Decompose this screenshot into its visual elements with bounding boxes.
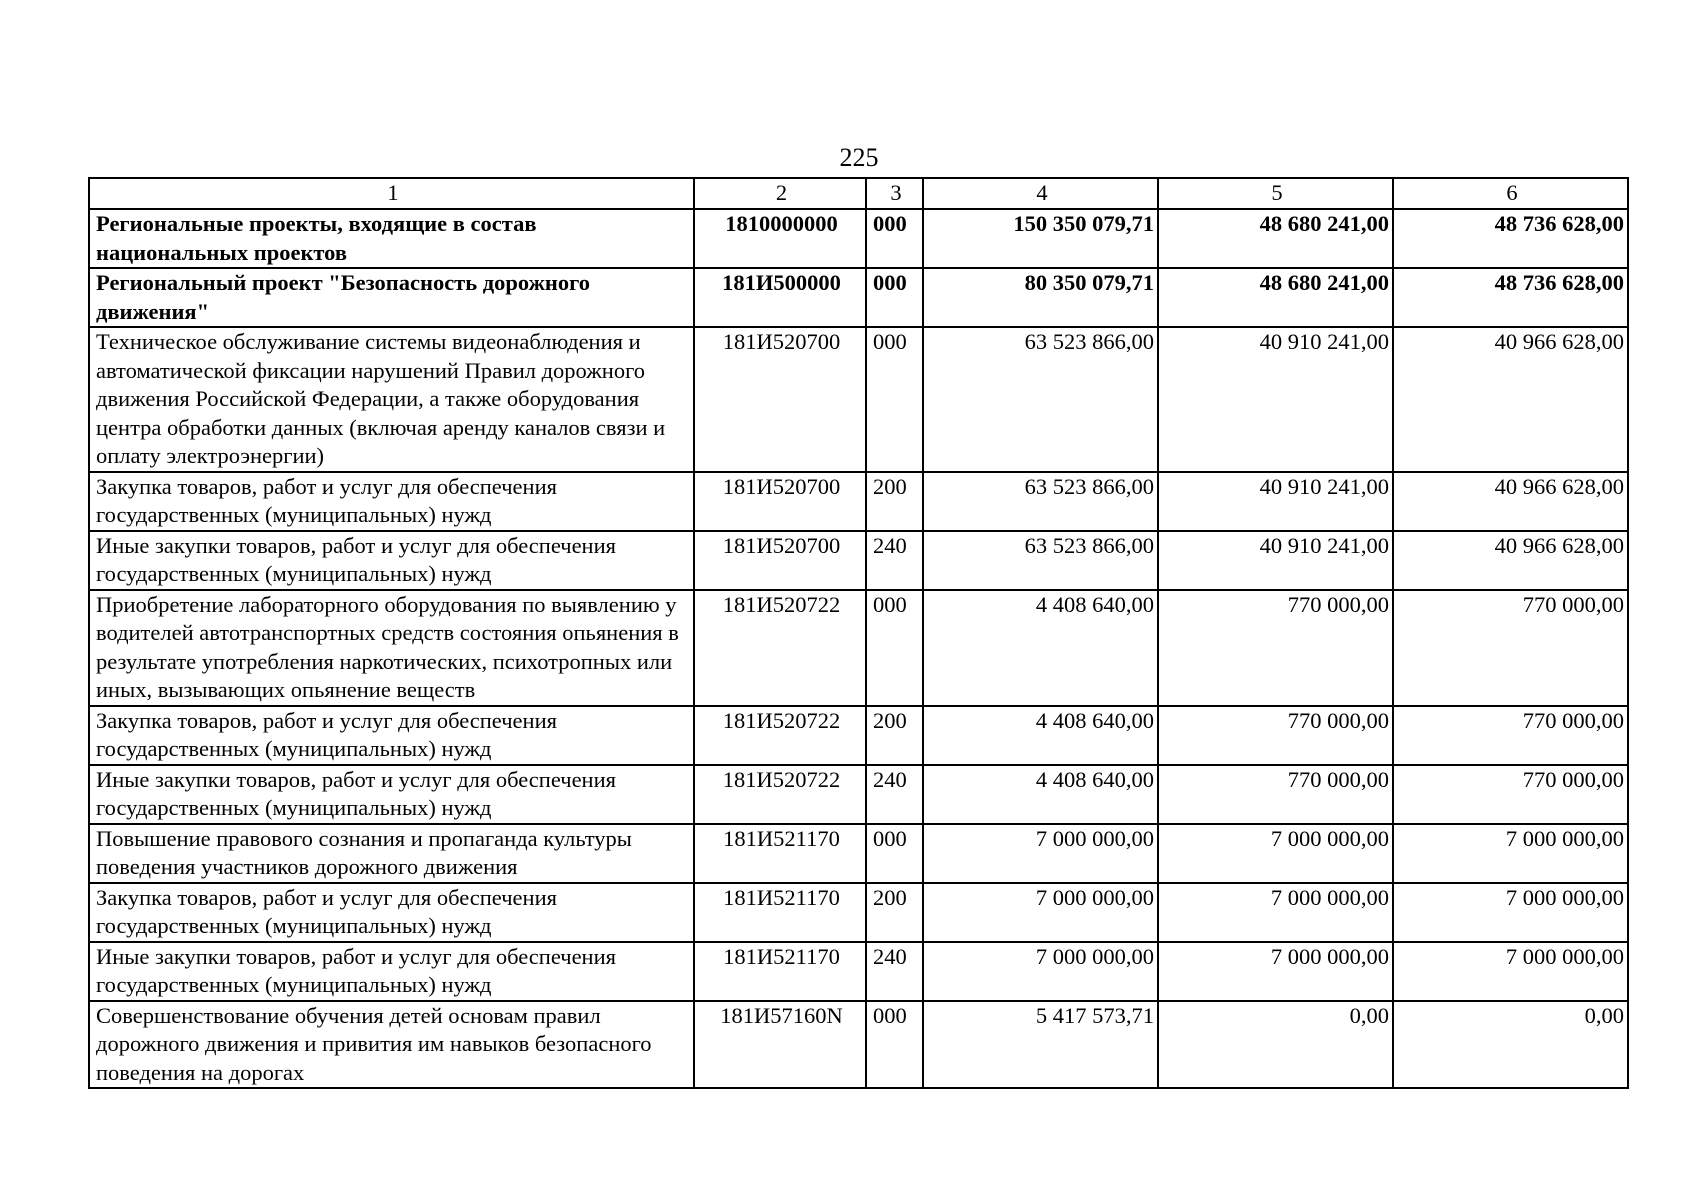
row-amount-col6: 770 000,00 [1393,765,1628,824]
row-name: Закупка товаров, работ и услуг для обеспечения государственных (муниципальных) нужд [89,472,694,531]
row-amount-col4: 7 000 000,00 [923,883,1158,942]
row-expense-type: 000 [866,209,923,268]
row-name: Закупка товаров, работ и услуг для обеспечения государственных (муниципальных) нужд [89,883,694,942]
row-amount-col4: 150 350 079,71 [923,209,1158,268]
row-amount-col5: 7 000 000,00 [1158,883,1393,942]
row-amount-col6: 7 000 000,00 [1393,883,1628,942]
row-expense-type: 200 [866,472,923,531]
row-expense-type: 240 [866,765,923,824]
row-expense-type: 000 [866,1001,923,1089]
table-row [89,531,1628,590]
row-amount-col5: 770 000,00 [1158,706,1393,765]
table-row [89,942,1628,1001]
row-expense-type: 240 [866,531,923,590]
table-row [89,824,1628,883]
row-amount-col6: 770 000,00 [1393,590,1628,706]
row-amount-col6: 48 736 628,00 [1393,209,1628,268]
page-number: 225 [839,143,879,172]
row-amount-col5: 40 910 241,00 [1158,472,1393,531]
row-name: Иные закупки товаров, работ и услуг для обеспечения государственных (муниципальных) нужд [89,942,694,1001]
row-name: Закупка товаров, работ и услуг для обеспечения государственных (муниципальных) нужд [89,706,694,765]
row-amount-col6: 40 966 628,00 [1393,472,1628,531]
row-amount-col4: 63 523 866,00 [923,472,1158,531]
header-cell-5: 5 [1158,178,1393,209]
row-amount-col6: 7 000 000,00 [1393,824,1628,883]
table-row [89,327,1628,472]
row-expense-type: 200 [866,883,923,942]
row-amount-col5: 48 680 241,00 [1158,268,1393,327]
row-amount-col5: 40 910 241,00 [1158,531,1393,590]
row-name: Региональный проект "Безопасность дорожного движения" [89,268,694,327]
row-amount-col4: 63 523 866,00 [923,531,1158,590]
row-expense-type: 200 [866,706,923,765]
header-cell-1: 1 [89,178,694,209]
row-code: 1810000000 [694,209,866,268]
row-expense-type: 000 [866,824,923,883]
row-code: 181И521170 [694,824,866,883]
row-expense-type: 000 [866,268,923,327]
row-code: 181И520700 [694,531,866,590]
row-amount-col5: 770 000,00 [1158,765,1393,824]
table-row [89,268,1628,327]
row-amount-col6: 48 736 628,00 [1393,268,1628,327]
row-code: 181И520700 [694,327,866,472]
row-amount-col5: 40 910 241,00 [1158,327,1393,472]
row-name: Иные закупки товаров, работ и услуг для обеспечения государственных (муниципальных) нужд [89,531,694,590]
row-name: Совершенствование обучения детей основам правил дорожного движения и привития им навыков безопасного поведения на дорогах [89,1001,694,1089]
row-amount-col4: 7 000 000,00 [923,824,1158,883]
row-amount-col4: 63 523 866,00 [923,327,1158,472]
budget-table [88,177,1629,1089]
table-row [89,472,1628,531]
row-code: 181И520722 [694,765,866,824]
row-expense-type: 240 [866,942,923,1001]
row-amount-col4: 4 408 640,00 [923,765,1158,824]
row-code: 181И57160N [694,1001,866,1089]
row-amount-col4: 5 417 573,71 [923,1001,1158,1089]
row-code: 181И520700 [694,472,866,531]
row-amount-col4: 80 350 079,71 [923,268,1158,327]
row-name: Техническое обслуживание системы видеонаблюдения и автоматической фиксации нарушений Правил дорожного движения Российской Федерации, а также оборудования центра обработки данных (включая аренду каналов связи и оплату электроэнергии) [89,327,694,472]
header-row [89,178,1628,209]
header-cell-2: 2 [694,178,866,209]
row-amount-col6: 7 000 000,00 [1393,942,1628,1001]
row-amount-col4: 4 408 640,00 [923,590,1158,706]
row-code: 181И520722 [694,706,866,765]
row-amount-col6: 0,00 [1393,1001,1628,1089]
table-row [89,590,1628,706]
row-name: Приобретение лабораторного оборудования по выявлению у водителей автотранспортных средств состояния опьянения в результате употребления наркотических, психотропных или иных, вызывающих опьянение веществ [89,590,694,706]
row-amount-col6: 40 966 628,00 [1393,327,1628,472]
row-amount-col5: 48 680 241,00 [1158,209,1393,268]
row-expense-type: 000 [866,590,923,706]
table-row [89,209,1628,268]
row-amount-col5: 7 000 000,00 [1158,942,1393,1001]
row-amount-col5: 0,00 [1158,1001,1393,1089]
row-amount-col4: 4 408 640,00 [923,706,1158,765]
row-name: Региональные проекты, входящие в состав национальных проектов [89,209,694,268]
row-code: 181И500000 [694,268,866,327]
header-cell-3: 3 [866,178,923,209]
table-row [89,765,1628,824]
table-row [89,883,1628,942]
row-amount-col4: 7 000 000,00 [923,942,1158,1001]
header-cell-6: 6 [1393,178,1628,209]
row-code: 181И521170 [694,883,866,942]
row-name: Повышение правового сознания и пропаганда культуры поведения участников дорожного движения [89,824,694,883]
table-row [89,1001,1628,1089]
row-code: 181И521170 [694,942,866,1001]
row-amount-col6: 770 000,00 [1393,706,1628,765]
header-cell-4: 4 [923,178,1158,209]
table-row [89,706,1628,765]
row-code: 181И520722 [694,590,866,706]
row-name: Иные закупки товаров, работ и услуг для обеспечения государственных (муниципальных) нужд [89,765,694,824]
row-amount-col5: 770 000,00 [1158,590,1393,706]
row-expense-type: 000 [866,327,923,472]
row-amount-col6: 40 966 628,00 [1393,531,1628,590]
row-amount-col5: 7 000 000,00 [1158,824,1393,883]
